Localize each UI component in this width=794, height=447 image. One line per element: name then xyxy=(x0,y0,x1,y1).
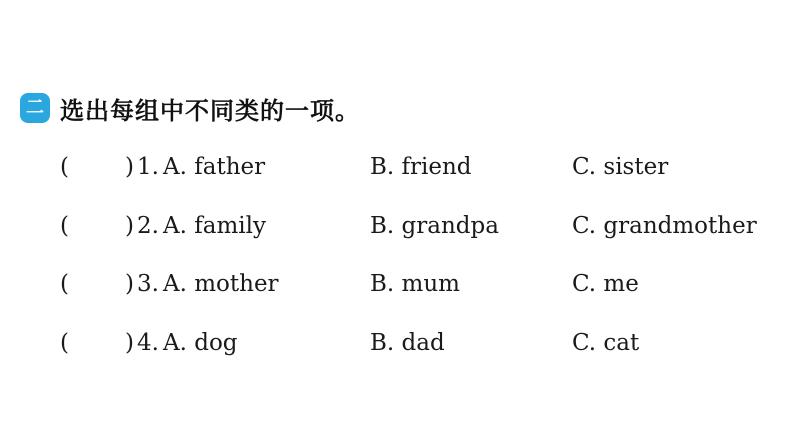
option-c: C. grandmother xyxy=(572,213,757,239)
question-number: 3. xyxy=(137,271,159,297)
answer-blank-close: ) xyxy=(125,213,134,239)
option-a: A. dog xyxy=(163,330,238,356)
section-title: 选出每组中不同类的一项。 xyxy=(60,96,360,125)
option-a: A. family xyxy=(163,213,266,239)
option-a: A. mother xyxy=(163,271,279,297)
answer-blank-open[interactable]: ( xyxy=(60,330,69,356)
question-row xyxy=(0,149,794,185)
section-number: 二 xyxy=(26,97,44,118)
option-b: B. mum xyxy=(370,271,460,297)
answer-blank-close: ) xyxy=(125,330,134,356)
option-c: C. cat xyxy=(572,330,640,356)
answer-blank-close: ) xyxy=(125,154,134,180)
answer-blank-close: ) xyxy=(125,271,134,297)
answer-blank-open[interactable]: ( xyxy=(60,271,69,297)
option-a: A. father xyxy=(163,154,266,180)
section-header xyxy=(20,88,360,128)
option-b: B. friend xyxy=(370,154,472,180)
answer-blank-open[interactable]: ( xyxy=(60,213,69,239)
question-number: 4. xyxy=(137,330,159,356)
section-number-badge xyxy=(20,93,50,123)
question-number: 2. xyxy=(137,213,159,239)
option-c: C. sister xyxy=(572,154,669,180)
question-row xyxy=(0,208,794,244)
question-row xyxy=(0,325,794,361)
option-c: C. me xyxy=(572,271,639,297)
question-number: 1. xyxy=(137,154,159,180)
option-b: B. grandpa xyxy=(370,213,499,239)
answer-blank-open[interactable]: ( xyxy=(60,154,69,180)
option-b: B. dad xyxy=(370,330,445,356)
question-row xyxy=(0,266,794,302)
